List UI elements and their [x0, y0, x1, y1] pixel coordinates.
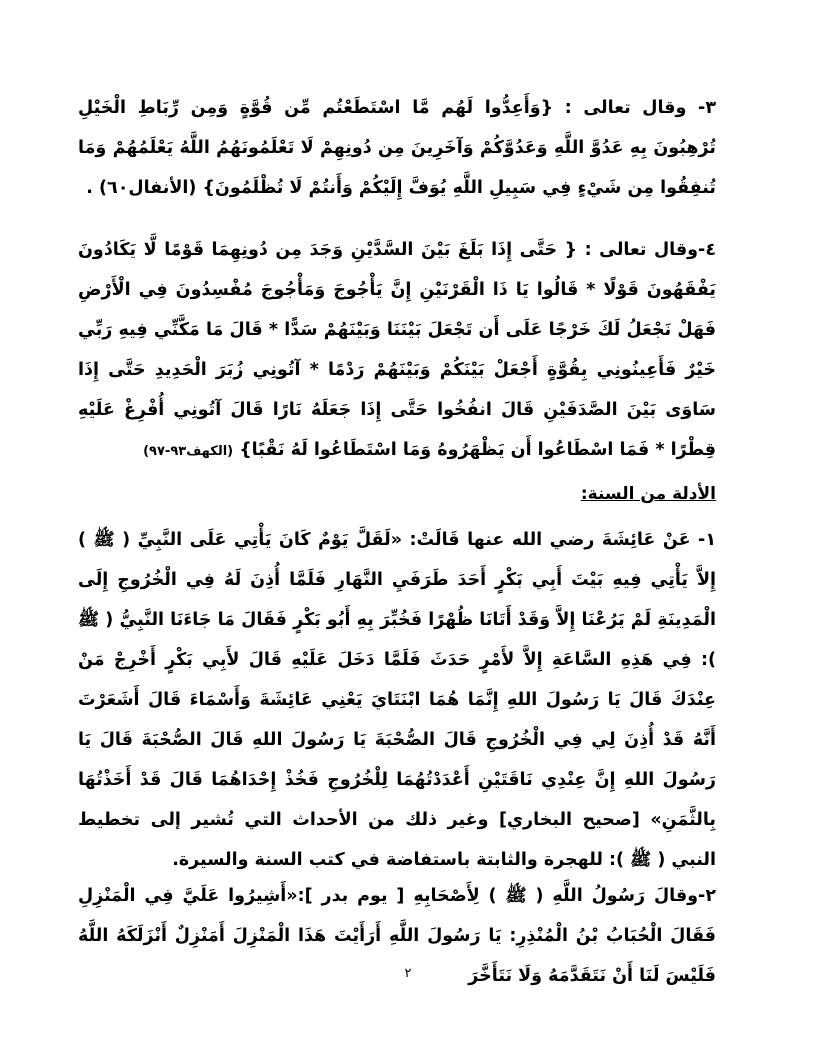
- paragraph-text: ٣- وقال تعالى : {وَأَعِدُّوا لَهُم مَّا اسْتَطَعْتُم مِّن قُوَّةٍ وَمِن رِّبَاطِ الْخَيْلِ تُرْهِبُونَ بِهِ عَدُوَّ اللَّهِ وَعَدُوَّكُمْ وَآخَرِينَ مِن دُونِهِمْ لَا تَعْلَمُونَهُمُ اللَّهُ يَعْلَمُهُمْ وَمَا تُنفِقُوا مِن شَيْءٍ فِي سَبِيلِ اللَّهِ يُوَفَّ إِلَيْكُمْ وَأَنتُمْ لَا تُظْلَمُونَ} (الأنفال٦٠) .: [78, 98, 716, 198]
- paragraph-text: ٢-وقالَ رَسُولُ اللَّهِ ( ﷺ ) لِأَصْحَابِهِ [ يوم بدر ]:«أَشِيرُوا عَلَيَّ فِي الْمَنْزِلِ فَقَالَ الْحُبَابُ بْنُ الْمُنْذِرِ: يَا رَسُولَ اللَّهِ أَرَأَيْتَ هَذَا الْمَنْزِلَ أَمَنْزِلٌ أَنْزَلَكَهُ اللَّهُ فَلَيْسَ لَنَا أَنْ نَتَقَدَّمَهُ وَلَا نَتَأَخَّرَ: [78, 886, 716, 986]
- section-heading: الأدلة من السنة:: [580, 484, 716, 504]
- paragraph-hadith-aisha: [78, 520, 716, 880]
- page-number: ٢: [404, 966, 412, 981]
- citation: (الكهف٩٣-٩٧): [143, 444, 234, 459]
- paragraph-quran-anfal: [78, 88, 716, 208]
- paragraph-text: ١- عَنْ عَائِشَةَ رضي الله عنها قَالَتْ: «لَقَلَّ يَوْمٌ كَانَ يَأْتِي عَلَى النَّبِيِّ ( ﷺ ) إِلاَّ يَأْتِي فِيهِ بَيْتَ أَبِي بَكْرٍ أَحَدَ طَرَفَيِ النَّهَارِ فَلَمَّا أُذِنَ لَهُ فِي الْخُرُوجِ إِلَى الْمَدِينَةِ لَمْ يَرُعْنَا إِلاَّ وَقَدْ أَتَانَا ظُهْرًا فَخُبِّرَ بِهِ أَبُو بَكْرٍ فَقَالَ مَا جَاءَنَا النَّبِيُّ ( ﷺ ): فِي هَذِهِ السَّاعَةِ إِلاَّ لأَمْرٍ حَدَثَ فَلَمَّا دَخَلَ عَلَيْهِ قَالَ لأَبِي بَكْرٍ أَخْرِجْ مَنْ عِنْدَكَ قَالَ يَا رَسُولَ اللهِ إِنَّمَا هُمَا ابْنَتَايَ يَعْنِي عَائِشَةَ وَأَسْمَاءَ قَالَ أَشَعَرْتَ أَنَّهُ قَدْ أُذِنَ لِي فِي الْخُرُوجِ قَالَ الصُّحْبَةَ يَا رَسُولَ اللهِ قَالَ الصُّحْبَةَ قَالَ يَا رَسُولَ اللهِ إِنَّ عِنْدِي نَاقَتَيْنِ أَعْدَدْتُهُمَا لِلْخُرُوجِ فَخُذْ إِحْدَاهُمَا قَالَ قَدْ أَخَذْتُهَا بِالثَّمَنِ» [صحيح البخاري] وغير ذلك من الأحداث التي تُشير إلى تخطيط النبي ( ﷺ ): للهجرة والثابتة باستفاضة في كتب السنة والسيرة.: [78, 530, 716, 870]
- paragraph-quran-kahf: [78, 230, 716, 472]
- paragraph-text: ٤-وقال تعالى : { حَتَّى إِذَا بَلَغَ بَيْنَ السَّدَّيْنِ وَجَدَ مِن دُونِهِمَا قَوْمًا لَّا يَكَادُونَ يَفْقَهُونَ قَوْلًا * قَالُوا يَا ذَا الْقَرْنَيْنِ إِنَّ يَأْجُوجَ وَمَأْجُوجَ مُفْسِدُونَ فِي الْأَرْضِ فَهَلْ نَجْعَلُ لَكَ خَرْجًا عَلَى أَن تَجْعَلَ بَيْنَنَا وَبَيْنَهُمْ سَدًّا * قَالَ مَا مَكَّنِّي فِيهِ رَبِّي خَيْرٌ فَأَعِينُونِي بِقُوَّةٍ أَجْعَلْ بَيْنَكُمْ وَبَيْنَهُمْ رَدْمًا * آتُونِي زُبَرَ الْحَدِيدِ حَتَّى إِذَا سَاوَى بَيْنَ الصَّدَفَيْنِ قَالَ انفُخُوا حَتَّى إِذَا جَعَلَهُ نَارًا قَالَ آتُونِي أُفْرِغْ عَلَيْهِ قِطْرًا * فَمَا اسْطَاعُوا أَن يَظْهَرُوهُ وَمَا اسْتَطَاعُوا لَهُ نَقْبًا}: [78, 240, 716, 460]
